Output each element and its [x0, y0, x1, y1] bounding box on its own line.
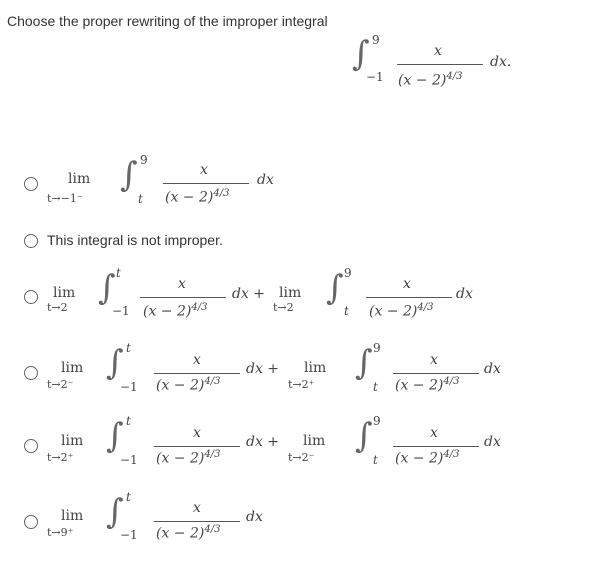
- upper-bound: 9: [373, 341, 381, 355]
- denominator: $(x - 2)^{4/3}$: [165, 188, 230, 206]
- limit-subscript: t→2⁺: [47, 451, 74, 464]
- upper-bound: t: [126, 414, 131, 428]
- upper-bound: t: [126, 341, 131, 355]
- differential-plus: dx +: [246, 434, 280, 450]
- denominator: $(x - 2)^{4/3}$: [156, 524, 221, 542]
- radio-button[interactable]: [24, 234, 38, 248]
- numerator: x: [403, 276, 411, 292]
- limit-word: lim: [61, 433, 84, 449]
- denominator: $(x - 2)^{4/3}$: [398, 71, 463, 89]
- fraction-bar: [154, 446, 240, 447]
- limit-word: lim: [304, 360, 327, 376]
- limit-word: lim: [279, 285, 302, 301]
- numerator: x: [193, 425, 201, 441]
- lower-bound: −1: [120, 380, 138, 394]
- fraction-bar: [154, 373, 240, 374]
- numerator: x: [434, 43, 442, 59]
- limit-subscript: t→−1⁻: [47, 192, 83, 205]
- radio-button[interactable]: [24, 439, 38, 453]
- upper-bound: 9: [344, 266, 352, 280]
- integral-sign: ∫: [355, 343, 373, 383]
- differential-plus: dx +: [246, 361, 280, 377]
- lower-bound: −1: [120, 453, 138, 467]
- lower-bound: −1: [120, 528, 138, 542]
- denominator: $(x - 2)^{4/3}$: [395, 376, 460, 394]
- denominator: $(x - 2)^{4/3}$: [156, 376, 221, 394]
- integral-sign: ∫: [326, 268, 344, 308]
- numerator: x: [178, 276, 186, 292]
- lower-bound: −1: [366, 70, 384, 84]
- fraction-bar: [366, 297, 452, 298]
- radio-button[interactable]: [24, 366, 38, 380]
- denominator: $(x - 2)^{4/3}$: [395, 449, 460, 467]
- numerator: x: [193, 500, 201, 516]
- fraction-bar: [154, 521, 240, 522]
- limit-subscript: t→2: [47, 301, 68, 314]
- lower-bound: t: [373, 380, 378, 394]
- limit-subscript: t→2⁺: [288, 378, 315, 391]
- upper-bound: t: [116, 266, 121, 280]
- limit-subscript: t→2⁻: [47, 378, 74, 391]
- limit-word: lim: [61, 508, 84, 524]
- fraction-bar: [397, 64, 483, 65]
- lower-bound: t: [138, 192, 143, 206]
- numerator: x: [200, 162, 208, 178]
- integral-sign: ∫: [106, 492, 124, 532]
- fraction-bar: [393, 446, 479, 447]
- integral-sign: ∫: [120, 155, 138, 195]
- differential-plus: dx +: [232, 286, 266, 302]
- limit-subscript: t→2: [273, 301, 294, 314]
- numerator: x: [430, 352, 438, 368]
- integral-sign: ∫: [355, 416, 373, 456]
- upper-bound: 9: [373, 414, 381, 428]
- radio-button[interactable]: [24, 515, 38, 529]
- fraction-bar: [163, 183, 249, 184]
- radio-button[interactable]: [24, 177, 38, 191]
- integral-sign: ∫: [106, 416, 124, 456]
- limit-word: lim: [53, 285, 76, 301]
- limit-word: lim: [303, 433, 326, 449]
- fraction-bar: [393, 373, 479, 374]
- upper-bound: 9: [372, 33, 380, 47]
- upper-bound: 9: [140, 153, 148, 167]
- differential: dx.: [490, 54, 512, 70]
- limit-word: lim: [68, 171, 91, 187]
- denominator: $(x - 2)^{4/3}$: [156, 449, 221, 467]
- limit-subscript: t→2⁻: [288, 451, 315, 464]
- differential: dx: [456, 286, 473, 302]
- differential: dx: [257, 172, 274, 188]
- differential: dx: [484, 361, 501, 377]
- denominator: $(x - 2)^{4/3}$: [143, 302, 208, 320]
- integral-sign: ∫: [106, 343, 124, 383]
- limit-word: lim: [61, 360, 84, 376]
- numerator: x: [193, 352, 201, 368]
- integral-sign: ∫: [352, 34, 370, 74]
- question-prompt: Choose the proper rewriting of the improper integral: [7, 13, 328, 29]
- radio-button[interactable]: [24, 290, 38, 304]
- lower-bound: t: [373, 453, 378, 467]
- lower-bound: −1: [112, 304, 130, 318]
- upper-bound: t: [126, 490, 131, 504]
- numerator: x: [430, 425, 438, 441]
- differential: dx: [246, 509, 263, 525]
- fraction-bar: [140, 297, 226, 298]
- denominator: $(x - 2)^{4/3}$: [369, 302, 434, 320]
- differential: dx: [484, 434, 501, 450]
- limit-subscript: t→9⁺: [47, 526, 74, 539]
- option-text: This integral is not improper.: [47, 232, 223, 248]
- integral-sign: ∫: [98, 268, 116, 308]
- lower-bound: t: [344, 304, 349, 318]
